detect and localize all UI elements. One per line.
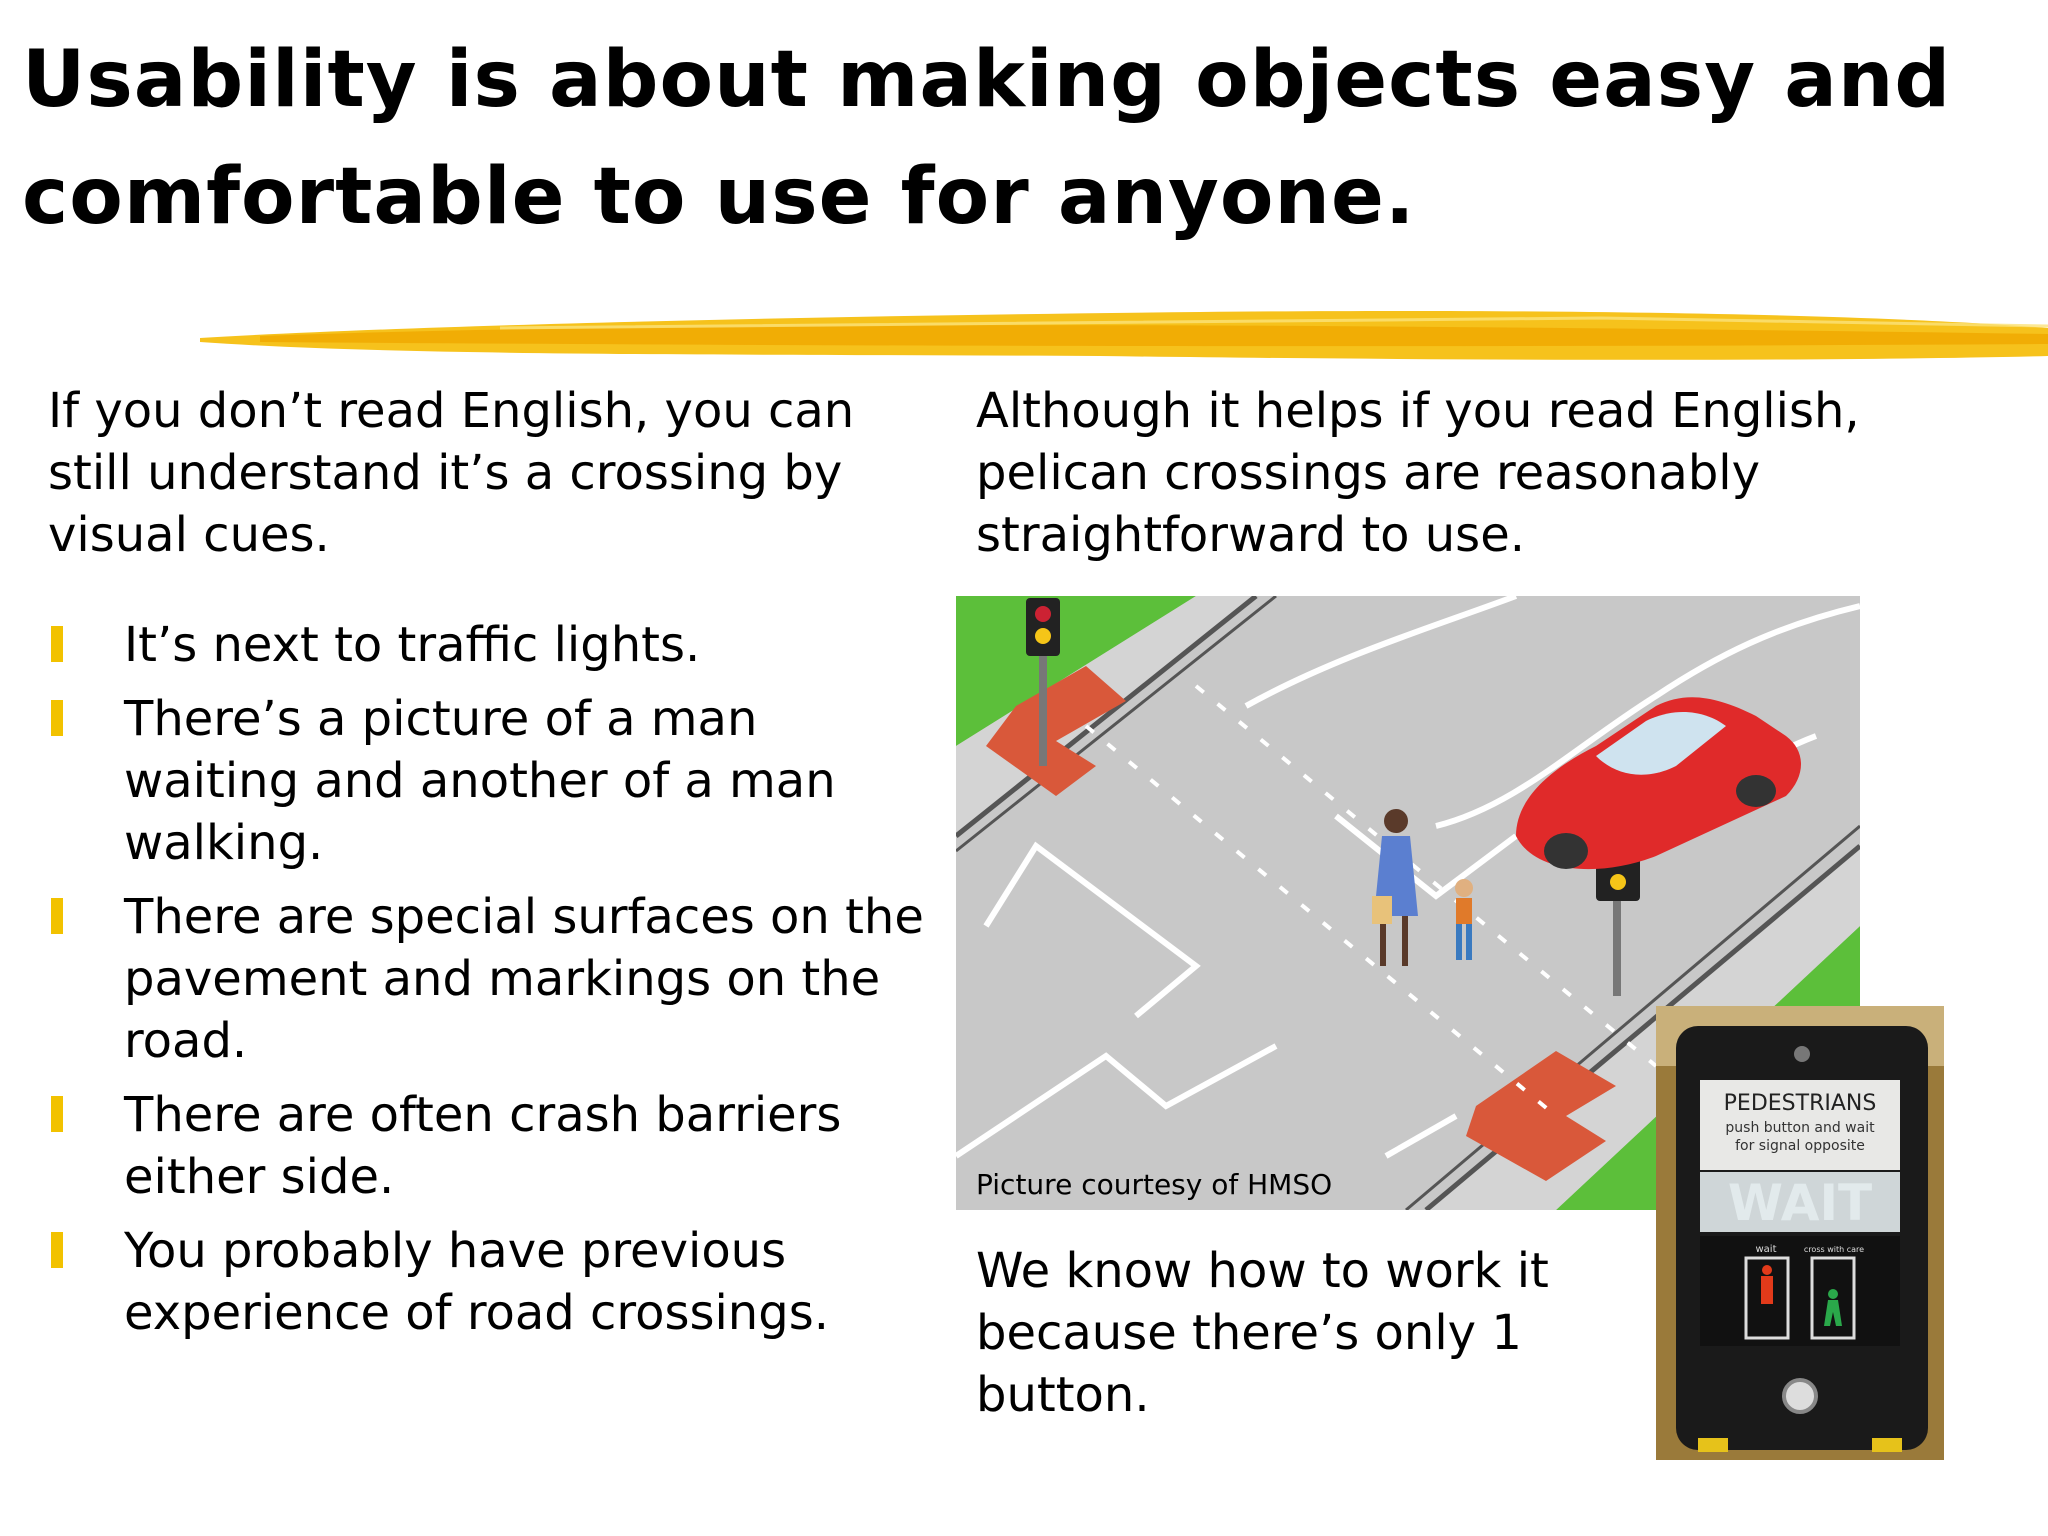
- bullet-text: You probably have previous experience of road crossings.: [124, 1223, 829, 1341]
- image-caption: Picture courtesy of HMSO: [976, 1168, 1333, 1201]
- intro-right-text: Although it helps if you read English, pelican crossings are reasonably straightforward to use.: [976, 383, 1860, 563]
- bullet-marker-icon: [51, 1232, 63, 1268]
- bullet-marker-icon: [51, 1096, 63, 1132]
- list-item: [48, 614, 928, 676]
- bullet-text: There’s a picture of a man waiting and another of a man walking.: [124, 691, 836, 871]
- intro-left-text: If you don’t read English, you can still understand it’s a crossing by visual cues.: [48, 383, 855, 563]
- list-item: [48, 886, 928, 1072]
- slide-title: Usability is about making objects easy and comfortable to use for anyone.: [22, 35, 1952, 242]
- box-instruction-line2: for signal opposite: [1735, 1138, 1865, 1154]
- list-item: [48, 1084, 928, 1208]
- box-instruction-line1: push button and wait: [1725, 1120, 1875, 1136]
- list-item: [48, 1220, 928, 1344]
- push-button[interactable]: [1784, 1380, 1816, 1412]
- cross-label: cross with care: [1803, 1245, 1865, 1254]
- wait-label: wait: [1755, 1244, 1777, 1255]
- bullet-marker-icon: [51, 700, 63, 736]
- bullet-text: It’s next to traffic lights.: [124, 617, 701, 673]
- pelican-button-box-photo: [1656, 1006, 1944, 1460]
- bullet-text: There are special surfaces on the pavement and markings on the road.: [124, 889, 924, 1069]
- bullet-marker-icon: [51, 626, 63, 662]
- red-man-icon: [1761, 1265, 1773, 1304]
- list-item: [48, 688, 928, 874]
- box-header-text: PEDESTRIANS: [1723, 1091, 1877, 1116]
- brush-stroke-divider: [200, 298, 2048, 368]
- button-explanation-text: We know how to work it because there’s only 1 button.: [976, 1243, 1549, 1423]
- wait-sign-text: WAIT: [1727, 1174, 1873, 1232]
- bullet-list: [48, 614, 928, 1356]
- bullet-text: There are often crash barriers either side.: [124, 1087, 842, 1205]
- bullet-marker-icon: [51, 898, 63, 934]
